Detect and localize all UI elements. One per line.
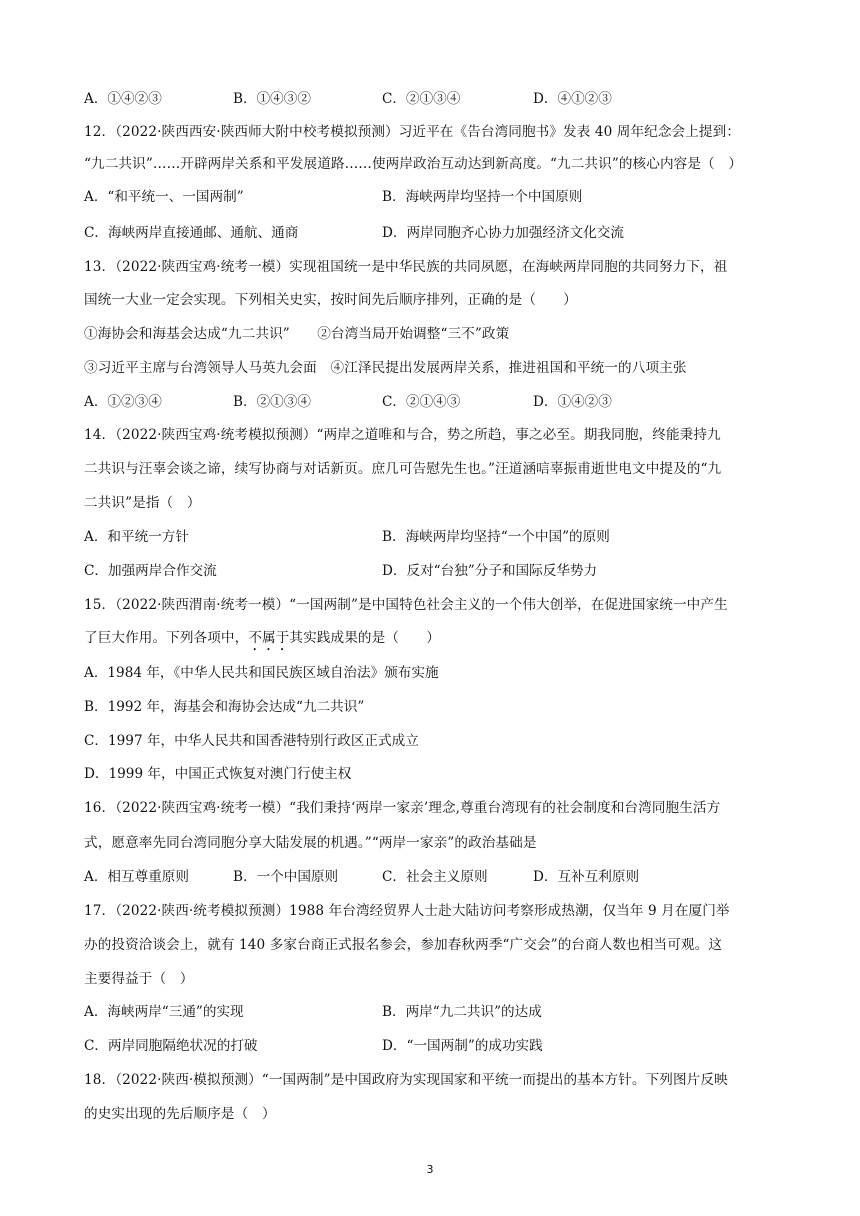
q14-option-b[interactable]: B．海峡两岸均坚持“一个中国”的原则 (382, 529, 610, 545)
q15-stem-line-1: 15．（2022·陕西渭南·统考一模）“一国两制”是中国特色社会主义的一个伟大创举，在促进国家统一中产生 (84, 597, 728, 613)
q12-option-d[interactable]: D．两岸同胞齐心协力加强经济文化交流 (382, 225, 624, 241)
q18-stem-line-1: 18．（2022·陕西·模拟预测）“一国两制”是中国政府为实现国家和平统一而提出的基本方针。下列图片反映 (84, 1072, 728, 1088)
q13-stem-line-2: 国统一大业一定会实现。下列相关史实，按时间先后顺序排列，正确的是（ ） (84, 292, 577, 308)
q15-option-a[interactable]: A．1984 年，《中华人民共和国民族区域自治法》颁布实施 (84, 665, 439, 681)
q16-stem-line-1: 16．（2022·陕西宝鸡·统考一模）“我们秉持‘两岸一家亲’理念,尊重台湾现有的社会制度和台湾同胞生活方 (84, 800, 721, 816)
q14-stem-line-3: 二共识”是指（ ） (84, 495, 201, 511)
q11-option-a[interactable]: A．①④②③ (84, 91, 162, 107)
q11-option-d[interactable]: D．④①②③ (533, 91, 612, 107)
q15-emphasis-not: 不属于 (248, 630, 290, 646)
q12-option-b[interactable]: B．海峡两岸均坚持一个中国原则 (382, 189, 583, 205)
q11-option-b[interactable]: B．①④③② (233, 91, 311, 107)
q17-stem-line-2: 办的投资洽谈会上，就有 140 多家台商正式报名参会，参加春秋两季“广交会”的台商人数也相当可观。这 (84, 937, 723, 953)
q17-option-a[interactable]: A．海峡两岸“三通”的实现 (84, 1004, 244, 1020)
q18-stem-line-2: 的史实出现的先后顺序是（ ） (84, 1106, 276, 1122)
q13-event-line-1: ①海协会和海基会达成“九二共识” ②台湾当局开始调整“三不”政策 (84, 326, 510, 342)
q14-option-a[interactable]: A．和平统一方针 (84, 529, 189, 545)
q16-option-a[interactable]: A．相互尊重原则 (84, 869, 189, 885)
q15-stem-line-2 (84, 628, 440, 654)
q14-stem-line-2: 二共识与汪辜会谈之谛，续写协商与对话新页。庶几可告慰先生也。”汪道涵唁辜振甫逝世电文中提及的“九 (84, 461, 722, 477)
q12-stem-line-1: 12．（2022·陕西西安·陕西师大附中校考模拟预测）习近平在《告台湾同胞书》发表 40 周年纪念会上提到： (84, 124, 741, 140)
q14-option-c[interactable]: C．加强两岸合作交流 (84, 563, 217, 579)
q15-option-d[interactable]: D．1999 年，中国正式恢复对澳门行使主权 (84, 766, 352, 782)
q12-option-c[interactable]: C．海峡两岸直接通邮、通航、通商 (84, 225, 299, 241)
q14-stem-line-1: 14．（2022·陕西宝鸡·统考模拟预测）“两岸之道唯和与合，势之所趋，事之必至。期我同胞，终能秉持九 (84, 427, 721, 443)
q13-stem-line-1: 13．（2022·陕西宝鸡·统考一模）实现祖国统一是中华民族的共同夙愿，在海峡两岸同胞的共同努力下，祖 (84, 259, 728, 275)
q15-option-c[interactable]: C．1997 年，中华人民共和国香港特别行政区正式成立 (84, 733, 419, 749)
q16-option-d[interactable]: D．互补互利原则 (533, 869, 640, 885)
page-number: 3 (426, 1163, 434, 1176)
q14-option-d[interactable]: D．反对“台独”分子和国际反华势力 (382, 563, 598, 579)
q12-option-a[interactable]: A．“和平统一、一国两制” (84, 189, 244, 205)
q13-option-d[interactable]: D．①④②③ (533, 394, 612, 410)
q11-option-c[interactable]: C．②①③④ (382, 91, 461, 107)
q15-stem-pre: 了巨大作用。下列各项中， (84, 630, 249, 646)
q13-option-c[interactable]: C．②①④③ (382, 394, 461, 410)
q16-option-c[interactable]: C．社会主义原则 (382, 869, 488, 885)
q17-stem-line-3: 主要得益于（ ） (84, 971, 194, 987)
q17-option-c[interactable]: C．两岸同胞隔绝状况的打破 (84, 1038, 258, 1054)
q15-option-b[interactable]: B．1992 年，海基会和海协会达成“九二共识” (84, 699, 365, 715)
q12-stem-line-2: “九二共识”……开辟两岸关系和平发展道路……使两岸政治互动达到新高度。“九二共识”的核心内容是（ ） (84, 156, 743, 172)
q15-stem-post: 其实践成果的是（ ） (289, 630, 441, 646)
q13-option-a[interactable]: A．①②③④ (84, 394, 162, 410)
q17-stem-line-1: 17．（2022·陕西·统考模拟预测）1988 年台湾经贸界人士赴大陆访问考察形成热潮，仅当年 9 月在厦门举 (84, 903, 730, 919)
q13-event-line-2: ③习近平主席与台湾领导人马英九会面 ④江泽民提出发展两岸关系，推进祖国和平统一的八项主张 (84, 360, 687, 376)
q17-option-b[interactable]: B．两岸“九二共识”的达成 (382, 1004, 542, 1020)
q16-stem-line-2: 式，愿意率先同台湾同胞分享大陆发展的机遇。”“两岸一家亲”的政治基础是 (84, 835, 537, 851)
q13-option-b[interactable]: B．②①③④ (233, 394, 311, 410)
q16-option-b[interactable]: B．一个中国原则 (233, 869, 339, 885)
q17-option-d[interactable]: D．“一国两制”的成功实践 (382, 1038, 543, 1054)
